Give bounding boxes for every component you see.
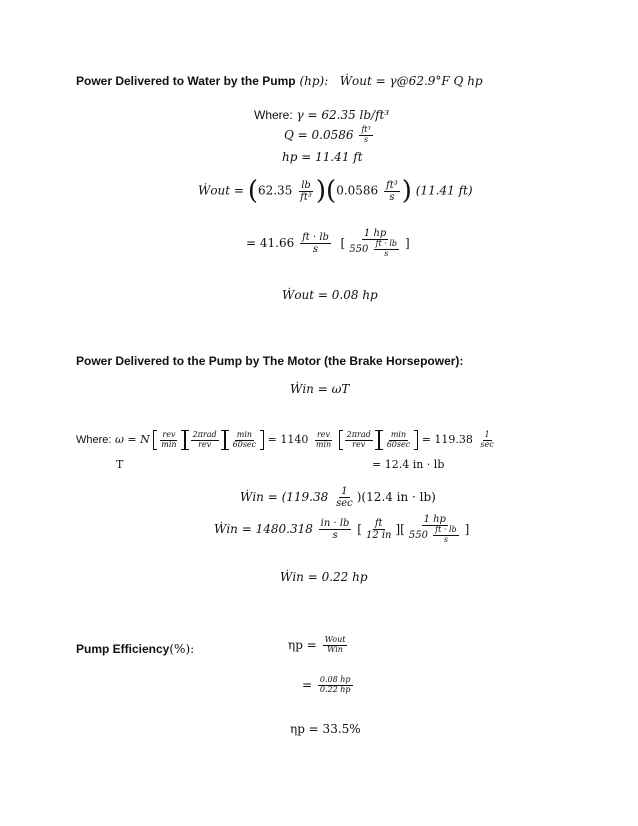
where2-g3 xyxy=(385,431,413,450)
calc2-conv-den-fraction xyxy=(374,240,399,259)
calc1-lhs: Ẇout = xyxy=(198,183,244,198)
section3-heading: Pump Efficiency xyxy=(76,642,170,656)
calc4-line: Ẇin = 1480.318 $\frac{in \cdot lb}{s}$ [ $\frac{ft}{12 in}$ ][ 1 hp 550 $\frac{ft \cdot lb}{s}$ ] xyxy=(214,514,470,544)
calc1-t2-coef: 0.0586 xyxy=(336,183,379,198)
where2-omega-res-num: 1 xyxy=(484,429,490,439)
calc1-t1-num: lb xyxy=(301,179,311,191)
where2-f2-den: rev xyxy=(198,439,212,449)
where2-omega-result: = 119.38 xyxy=(421,433,473,446)
calc2-den: s xyxy=(312,243,319,255)
section3-eta-den: Win xyxy=(327,644,343,654)
where2-omega-lhs: ω = N xyxy=(114,433,150,446)
where2-f1-num: rev xyxy=(162,429,176,439)
calc3-num: 1 xyxy=(341,486,348,497)
calc1-t3: (11.41 ft) xyxy=(415,183,473,198)
calc4-den: s xyxy=(332,529,338,541)
result2: Ẇin = 0.22 hp xyxy=(280,570,368,584)
section1-equation: Ẇout = γ@62.9°F Q hp xyxy=(339,74,483,88)
calc2-conv-den-den: s xyxy=(384,248,389,258)
calc4-hp-num: 1 hp xyxy=(423,514,446,525)
where2-omega-res-den: sec xyxy=(480,439,494,449)
calc4-lhs: Ẇin = 1480.318 xyxy=(214,521,313,536)
calc4-hp-fraction xyxy=(407,514,463,545)
section1-heading-unit: (hp): xyxy=(299,74,329,88)
where2-g2 xyxy=(345,431,373,450)
calc4-ft-fraction xyxy=(364,518,394,541)
section3-ratio-den: 0.22 hp xyxy=(319,684,351,694)
section3-eta-fraction xyxy=(323,636,348,655)
where1-hp: hp = 11.41 ft xyxy=(282,150,363,164)
section3-heading-unit: (%): xyxy=(169,642,195,656)
calc1-t2-den: s xyxy=(389,191,395,203)
where1-q-fraction xyxy=(359,126,372,145)
calc4-ft-num: ft xyxy=(374,517,383,529)
calc3-den: sec xyxy=(336,498,353,509)
where2-g3-den: 60sec xyxy=(386,439,411,449)
where2-f1-den: min xyxy=(161,439,177,449)
where2-f3 xyxy=(231,431,259,450)
where2-f1 xyxy=(159,431,178,450)
calc2-conv-den-coef: 550 xyxy=(349,243,369,255)
calc4-hp-den-coef: 550 xyxy=(408,529,428,541)
section3-ratio-fraction xyxy=(318,676,353,695)
calc4-hp-den-den: s xyxy=(443,534,448,544)
section3-eta-line xyxy=(288,636,349,655)
calc2-fraction xyxy=(300,232,331,255)
section3-ratio-num: 0.08 hp xyxy=(319,675,351,684)
where2-f3-den: 60sec xyxy=(232,439,257,449)
where2-g1-den: min xyxy=(315,439,332,449)
where2-omega-line xyxy=(76,430,498,450)
section2-equation: Ẇin = ωT xyxy=(290,382,350,396)
where2-T-value: = 12.4 in · lb xyxy=(372,458,445,471)
where2-g1 xyxy=(314,431,333,450)
calc2-num: ft · lb xyxy=(302,231,329,243)
calc4-num: in · lb xyxy=(320,517,350,529)
calc4-hp-den-fraction xyxy=(433,526,458,545)
where2-f3-num: min xyxy=(236,429,253,439)
section3-eta-num: Wout xyxy=(324,635,346,644)
where1-q-den: s xyxy=(363,134,369,144)
where2-g2-num: 2πrad xyxy=(346,429,371,439)
calc4-hp-den-num: ft · lb xyxy=(435,525,457,534)
where1-label: Where: xyxy=(254,108,293,122)
calc1-line: Ẇout = (62.35 $\frac{lb}{\text{ft³}}$ )(0.0586 $\frac{\text{ft³}}{s}$ ) (11.41 ft) xyxy=(198,176,473,206)
where2-g2-den: rev xyxy=(352,439,366,449)
section3-eta-lhs: ηp = xyxy=(288,637,317,652)
section2-heading: Power Delivered to the Pump by The Motor (the Brake Horsepower): xyxy=(76,354,464,368)
section3-result: ηp = 33.5% xyxy=(290,722,361,736)
where2-omega-res-fraction xyxy=(478,431,495,450)
calc1-t2-fraction xyxy=(384,180,400,203)
where1-q-num: ft³ xyxy=(361,125,371,134)
where2-eq-1140: = 1140 xyxy=(267,433,309,446)
where1-q: Q = 0.0586 xyxy=(284,127,354,142)
calc4-fraction xyxy=(319,518,352,541)
calc3-rhs: )(12.4 in · lb) xyxy=(356,490,436,504)
where1-q-line xyxy=(284,126,375,145)
calc1-t1-coef: 62.35 xyxy=(257,183,293,198)
where2-T-label: T xyxy=(116,458,124,471)
section3-heading-line xyxy=(76,642,194,656)
calc2-conv-fraction xyxy=(347,228,403,259)
calc2-eq: = 41.66 xyxy=(246,235,295,250)
section1-heading: Power Delivered to Water by the Pump xyxy=(76,74,296,88)
where2-label: Where: xyxy=(76,434,112,446)
section1-heading-line xyxy=(76,74,483,88)
calc2-conv-num: 1 hp xyxy=(363,228,387,239)
where2-g1-num: rev xyxy=(316,429,331,439)
calc3-line xyxy=(240,486,436,509)
where2-f2 xyxy=(191,431,219,450)
calc1-t1-fraction xyxy=(298,180,314,203)
calc2-line: = 41.66 $\frac{ft \cdot lb}{s}$ [ 1 hp 550 $\frac{ft \cdot lb}{s}$ ] xyxy=(246,228,410,258)
calc2-conv-den-num: ft · lb xyxy=(375,239,397,248)
section3-ratio-line: = $\frac{0.08 hp}{0.22 hp}$ xyxy=(302,675,351,694)
calc1-t1-den: ft³ xyxy=(300,191,312,203)
calc3-fraction xyxy=(334,486,355,509)
where2-f2-num: 2πrad xyxy=(192,429,217,439)
where1-gamma-line xyxy=(254,108,389,122)
where1-gamma: γ = 62.35 lb/ft³ xyxy=(296,108,390,122)
where2-g3-num: min xyxy=(390,429,407,439)
result1: Ẇout = 0.08 hp xyxy=(282,288,378,302)
calc3-lhs: Ẇin = (119.38 xyxy=(240,490,329,504)
calc4-ft-den: 12 in xyxy=(365,529,392,541)
calc1-t2-num: ft³ xyxy=(386,179,398,191)
